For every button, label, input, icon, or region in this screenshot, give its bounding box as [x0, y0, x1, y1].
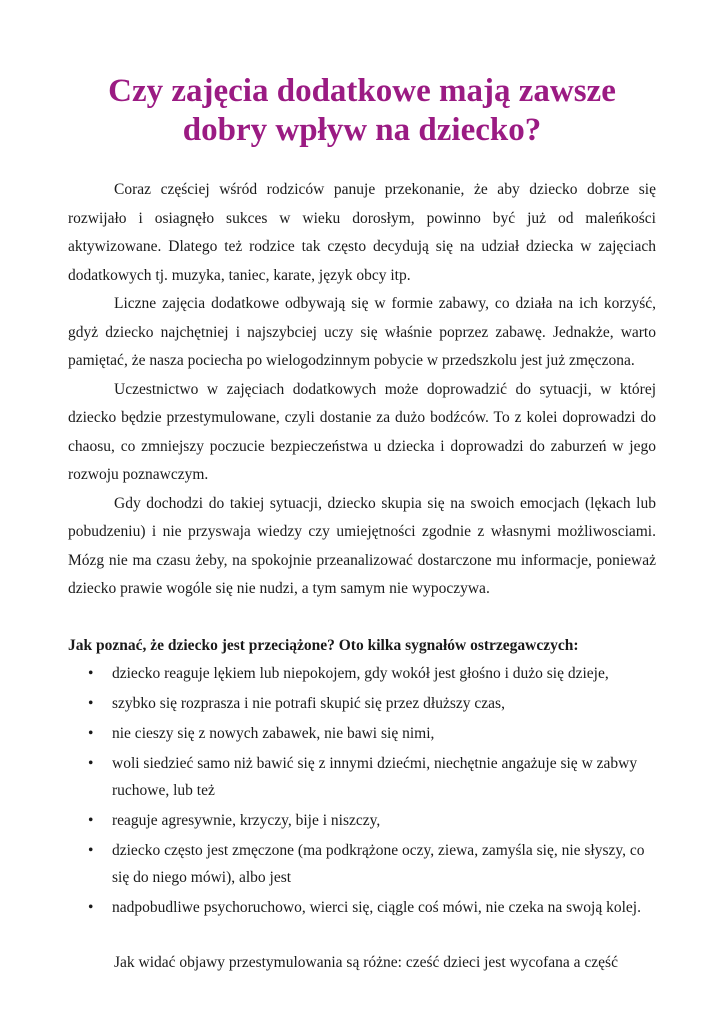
bullet-icon: •	[88, 842, 94, 859]
list-item-text: nie cieszy się z nowych zabawek, nie bawi się nimi,	[112, 725, 435, 742]
bullet-icon: •	[88, 812, 94, 829]
list-item-text: woli siedzieć samo niż bawić się z innymi dziećmi, niechętnie angażuje się w zabwy ruchowe, lub też	[112, 755, 638, 799]
list-item-text: dziecko często jest zmęczone (ma podkrążone oczy, ziewa, zamyśla się, nie słyszy, co się do niego mówi), albo jest	[112, 842, 645, 886]
list-item	[68, 690, 656, 717]
list-item	[68, 660, 656, 687]
list-item	[68, 894, 656, 921]
list-item-text: reaguje agresywnie, krzyczy, bije i niszczy,	[112, 812, 381, 829]
closing-paragraph: Jak widać objawy przestymulowania są różne: cześć dzieci jest wycofana a część	[114, 954, 618, 971]
list-item	[68, 750, 656, 804]
list-item	[68, 720, 656, 747]
signals-heading: Jak poznać, że dziecko jest przeciążone? Oto kilka sygnałów ostrzegawczych:	[68, 636, 579, 654]
paragraph-3: Uczestnictwo w zajęciach dodatkowych może doprowadzić do sytuacji, w której dziecko będzie przestymulowane, czyli dostanie za dużo bodźców. To z kolei doprowadzi do chaosu, co zmniejszy poczucie bezpieczeństwa u dziecka i doprowadzi do zaburzeń w jego rozwoju poznawczym.	[68, 380, 656, 483]
document-title	[68, 72, 656, 150]
list-item	[68, 837, 656, 891]
list-item-text: nadpobudliwe psychoruchowo, wierci się, ciągle coś mówi, nie czeka na swoją kolej.	[112, 899, 641, 916]
bullet-icon: •	[88, 695, 94, 712]
list-item-text: szybko się rozprasza i nie potrafi skupić się przez dłuższy czas,	[112, 695, 505, 712]
paragraph-4: Gdy dochodzi do takiej sytuacji, dziecko skupia się na swoich emocjach (lękach lub pobudzeniu) i nie przyswaja wiedzy czy umiejętności zgodnie z własnymi możliwosciami. Mózg nie ma czasu żeby, na spokojnie przeanalizować dostarczone mu informacje, ponieważ dziecko prawie wogóle się nie nudzi, a tym samym nie wypoczywa.	[68, 494, 656, 597]
list-item-text: dziecko reaguje lękiem lub niepokojem, gdy wokół jest głośno i dużo się dzieje,	[112, 665, 609, 682]
title-line-2: dobry wpływ na dziecko?	[182, 112, 542, 148]
bullet-icon: •	[88, 725, 94, 742]
paragraph-1: Coraz częściej wśród rodziców panuje przekonanie, że aby dziecko dobrze się rozwijało i osiagnęło sukces w wieku dorosłym, powinno być już od maleńkości aktywizowane. Dlatego też rodzice tak często decydują się na udział dziecka w zajęciach dodatkowych tj. muzyka, taniec, karate, język obcy itp.	[68, 181, 656, 284]
title-line-1: Czy zajęcia dodatkowe mają zawsze	[108, 73, 616, 109]
signals-list	[68, 660, 656, 921]
bullet-icon: •	[88, 665, 94, 682]
bullet-icon: •	[88, 899, 94, 916]
list-item	[68, 807, 656, 834]
bullet-icon: •	[88, 755, 94, 772]
paragraph-2: Liczne zajęcia dodatkowe odbywają się w formie zabawy, co działa na ich korzyść, gdyż dziecko najchętniej i najszybciej uczy się właśnie poprzez zabawę. Jednakże, warto pamiętać, że nasza pociecha po wielogodzinnym pobycie w przedszkolu jest już zmęczona.	[68, 295, 656, 369]
